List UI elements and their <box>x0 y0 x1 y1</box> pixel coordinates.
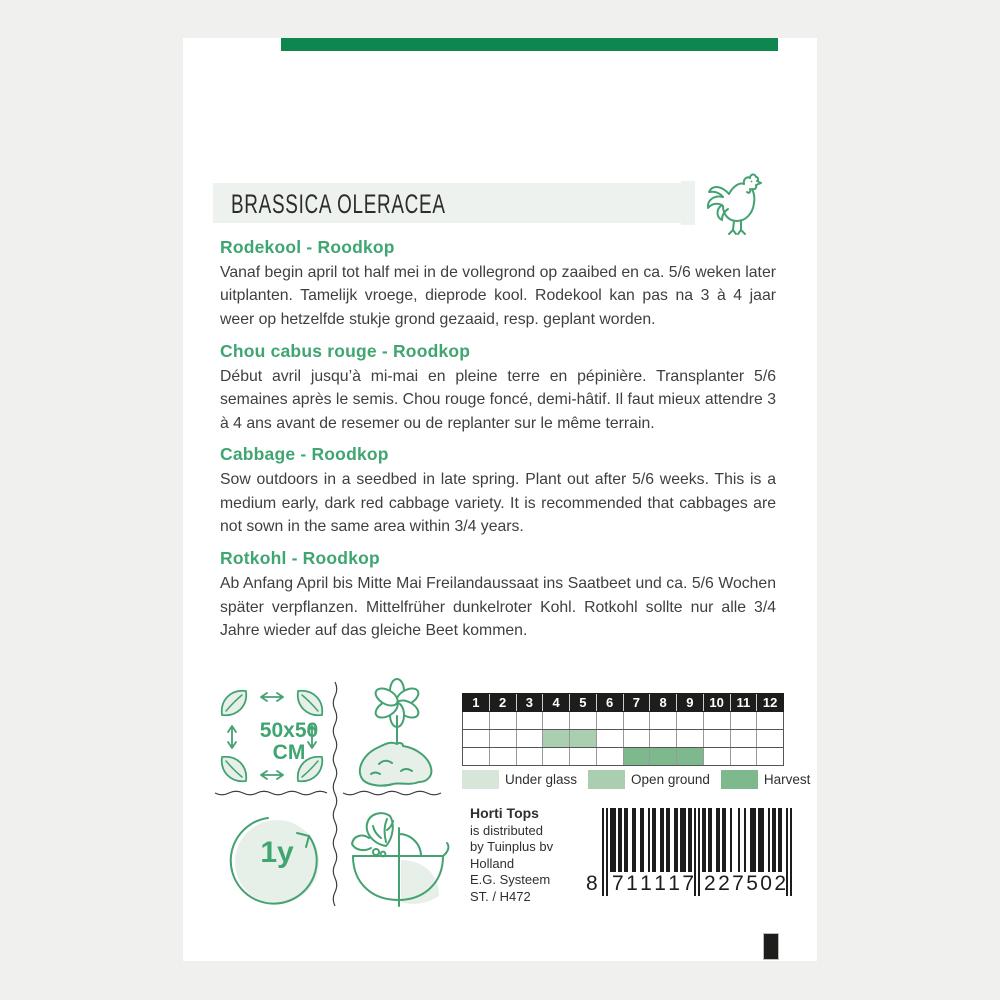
barcode-bar <box>690 808 692 872</box>
barcode-bar <box>676 808 678 872</box>
calendar-cell <box>704 730 731 747</box>
barcode-bar <box>724 808 726 872</box>
calendar-header-row <box>462 693 784 712</box>
barcode-bar <box>642 808 644 872</box>
barcode-bar <box>698 808 700 896</box>
calendar-cell <box>517 748 544 765</box>
barcode-digit: 2 <box>774 872 786 895</box>
barcode-bar <box>768 808 770 872</box>
legend-label-harvest: Harvest <box>763 772 811 787</box>
barcode-digit: 7 <box>732 872 744 895</box>
calendar-month-header: 9 <box>677 694 704 711</box>
calendar-month-header: 11 <box>731 694 758 711</box>
calendar-cell <box>517 730 544 747</box>
barcode-digit: 1 <box>640 872 652 895</box>
calendar-month-header: 10 <box>704 694 731 711</box>
calendar-cell <box>677 748 704 765</box>
section-heading-german: Rotkohl - Roodkop <box>220 548 380 569</box>
calendar-month-header: 7 <box>624 694 651 711</box>
description-sections <box>220 237 776 652</box>
calendar-legend <box>462 770 811 789</box>
seed-packet-back <box>183 38 817 961</box>
rooster-icon <box>703 168 765 236</box>
section-body-french: Début avril jusqu’à mi-mai en pleine terre en pépinière. Transplanter 5/6 semaines après le semis. Chou rouge foncé, demi-hâtif. Il faut mieux attendre 3 à 4 ans avant de resemer ou de replanter sur le même terrain. <box>220 367 776 432</box>
barcode-bar <box>762 808 764 872</box>
botanical-name-banner <box>213 183 683 223</box>
vertical-perforation-line <box>331 680 339 916</box>
barcode-bar <box>634 808 636 872</box>
barcode-bar <box>694 808 696 896</box>
barcode-bar <box>754 808 756 872</box>
calendar-cell <box>731 712 758 729</box>
distributor-line: is distributed <box>470 822 543 838</box>
legend-label-under-glass: Under glass <box>505 772 578 787</box>
barcode-bar <box>606 808 608 896</box>
barcode-bar <box>614 808 616 872</box>
calendar-cell <box>570 748 597 765</box>
barcode-digit: 1 <box>668 872 680 895</box>
barcode-bar <box>790 808 792 896</box>
calendar-cell <box>650 712 677 729</box>
section-french <box>220 341 776 435</box>
calendar-cell <box>731 730 758 747</box>
legend-swatch-under-glass <box>462 770 499 789</box>
barcode-bar <box>626 808 628 872</box>
calendar-month-header: 4 <box>543 694 570 711</box>
barcode-bar <box>744 808 746 872</box>
barcode-digit: 5 <box>746 872 758 895</box>
section-english <box>220 444 776 538</box>
section-body-english: Sow outdoors in a seedbed in late spring. Plant out after 5/6 weeks. This is a medium early, dark red cabbage variety. It is recommended that cabbages are not sown in the same area within 3/4 years. <box>220 471 776 536</box>
barcode-bar <box>662 808 664 872</box>
section-body-german: Ab Anfang April bis Mitte Mai Freilandaussaat ins Saatbeet und ca. 5/6 Wochen später verpflanzen. Mittelfrüher dunkelroter Kohl. Rotkohl sollte nur alle 3/4 Jahre wieder auf das gleiche Beet kommen. <box>220 575 776 639</box>
barcode-digit: 2 <box>718 872 730 895</box>
barcode-bar <box>738 808 740 872</box>
calendar-row-under-glass <box>462 712 784 730</box>
barcode-bar <box>774 808 776 872</box>
calendar-month-header: 8 <box>650 694 677 711</box>
calendar-month-header: 3 <box>517 694 544 711</box>
calendar-cell <box>490 712 517 729</box>
calendar-cell <box>490 748 517 765</box>
spacing-label <box>246 720 332 764</box>
barcode-bar <box>730 808 732 872</box>
distributor-name: Horti Tops <box>470 805 539 821</box>
barcode-left-digits <box>612 872 694 896</box>
section-german <box>220 548 776 642</box>
legend-item-open-ground <box>588 770 721 789</box>
barcode-bar <box>704 808 706 872</box>
calendar-row-harvest <box>462 748 784 766</box>
calendar-cell <box>543 712 570 729</box>
calendar-cell <box>677 730 704 747</box>
calendar-cell <box>650 730 677 747</box>
distributor-line: by Tuinplus bv <box>470 839 554 854</box>
rotation-years-label: 1y <box>260 836 294 869</box>
barcode-bar <box>602 808 604 896</box>
legend-item-harvest <box>721 770 822 789</box>
section-heading-dutch: Rodekool - Roodkop <box>220 237 395 257</box>
barcode-digit: 0 <box>760 872 772 895</box>
calendar-month-header: 1 <box>463 694 490 711</box>
seedling-mound-icon <box>345 678 449 790</box>
calendar-cell <box>463 748 490 765</box>
horizontal-perforation-line-right <box>341 789 453 797</box>
calendar-month-header: 5 <box>570 694 597 711</box>
calendar-cell <box>570 712 597 729</box>
calendar-cell <box>677 712 704 729</box>
calendar-month-header: 12 <box>757 694 783 711</box>
brand-color-bar <box>281 38 778 51</box>
barcode-digit: 7 <box>682 872 694 895</box>
section-heading-english: Cabbage - Roodkop <box>220 444 389 465</box>
barcode-bar <box>648 808 650 872</box>
calendar-cell <box>517 712 544 729</box>
calendar-cell <box>624 730 651 747</box>
distributor-info <box>470 805 590 905</box>
legend-item-under-glass <box>462 770 588 789</box>
barcode-right-digits <box>704 872 786 896</box>
print-registration-mark <box>763 933 779 960</box>
distributor-line: E.G. Systeem <box>470 872 551 887</box>
calendar-cell <box>704 748 731 765</box>
barcode-bar <box>620 808 622 872</box>
barcode-digit: 7 <box>612 872 624 895</box>
barcode-bar <box>780 808 782 872</box>
barcode-bar <box>718 808 720 872</box>
barcode-digit: 1 <box>654 872 666 895</box>
calendar-cell <box>570 730 597 747</box>
botanical-name: BRASSICA OLERACEA <box>231 189 446 219</box>
calendar-cell <box>490 730 517 747</box>
calendar-cell <box>757 712 783 729</box>
legend-label-open-ground: Open ground <box>631 772 710 787</box>
barcode-bar <box>710 808 712 872</box>
barcode-bar <box>786 808 788 896</box>
legend-swatch-harvest <box>721 770 758 789</box>
calendar-cell <box>463 730 490 747</box>
ean13-barcode <box>586 806 796 902</box>
calendar-cell <box>650 748 677 765</box>
calendar-cell <box>731 748 758 765</box>
barcode-digit: 2 <box>704 872 716 895</box>
calendar-cell <box>597 712 624 729</box>
barcode-bar <box>668 808 670 872</box>
calendar-cell <box>704 712 731 729</box>
calendar-cell <box>597 748 624 765</box>
section-dutch <box>220 237 776 331</box>
calendar-month-header: 6 <box>597 694 624 711</box>
horizontal-perforation-line-left <box>213 789 331 797</box>
sowing-calendar <box>462 693 811 789</box>
barcode-bar <box>684 808 686 872</box>
calendar-cell <box>757 748 783 765</box>
harvest-bowl-icon <box>343 808 453 914</box>
calendar-cell <box>757 730 783 747</box>
distributor-line: ST. / H472 <box>470 888 531 904</box>
barcode-bar <box>654 808 656 872</box>
section-heading-french: Chou cabus rouge - Roodkop <box>220 340 471 361</box>
barcode-first-digit: 8 <box>586 872 598 895</box>
calendar-cell <box>543 730 570 747</box>
calendar-cell <box>463 712 490 729</box>
barcode-digit: 1 <box>626 872 638 895</box>
distributor-line: Holland <box>470 855 515 871</box>
section-body-dutch: Vanaf begin april tot half mei in de vollegrond op zaaibed en ca. 5/6 weken later uitplanten. Tamelijk vroege, dieprode kool. Rodekool kan pas na 3 à 4 jaar weer op hetzelfde stukje grond gezaaid, resp. geplant worden. <box>220 264 776 328</box>
calendar-row-open-ground <box>462 730 784 748</box>
calendar-month-header: 2 <box>490 694 517 711</box>
calendar-cell <box>624 712 651 729</box>
spacing-unit: CM <box>272 741 306 764</box>
calendar-cell <box>624 748 651 765</box>
legend-swatch-open-ground <box>588 770 625 789</box>
spacing-value: 50x50 <box>259 719 319 742</box>
calendar-cell <box>597 730 624 747</box>
calendar-cell <box>543 748 570 765</box>
